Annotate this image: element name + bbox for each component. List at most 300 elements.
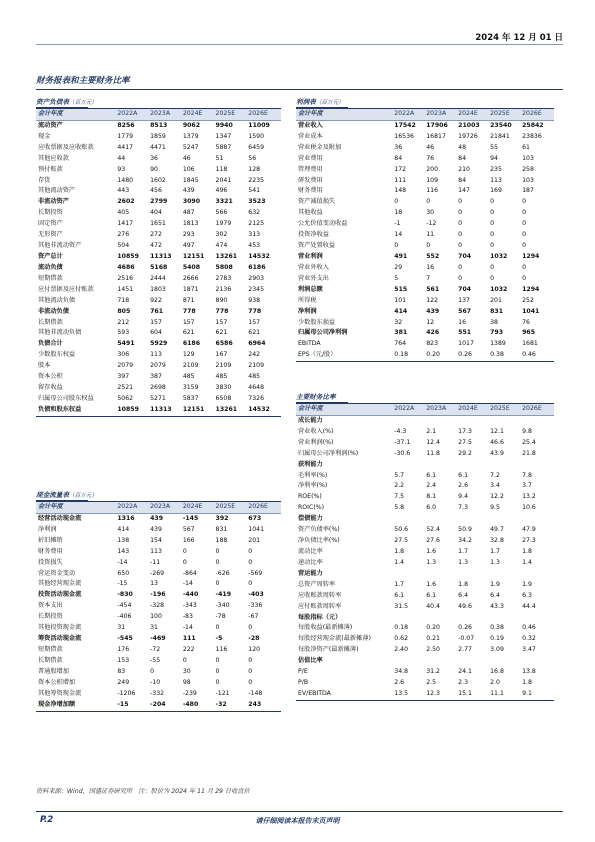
cell-value: 103 xyxy=(522,154,534,162)
cell-value: 1.4 xyxy=(522,558,532,566)
cell-value: 76 xyxy=(522,318,530,326)
row-label: 营运能力 xyxy=(298,569,323,577)
header-label: 会计年度 xyxy=(298,110,323,117)
cell-value: 12.4 xyxy=(426,438,440,446)
cell-value: 0 xyxy=(150,667,155,675)
cell-value: 1.3 xyxy=(458,558,469,566)
cell-value: 0 xyxy=(458,198,463,206)
cell-value: 122 xyxy=(426,296,439,304)
cell-value: 2235 xyxy=(248,176,265,184)
cell-value: 17542 xyxy=(394,121,416,129)
cell-value: 7.5 xyxy=(394,493,405,501)
row-label: 流动资产 xyxy=(38,121,63,129)
cell-value: 405 xyxy=(117,209,130,217)
cell-value: 1779 xyxy=(117,132,134,140)
cell-value: 0 xyxy=(248,580,253,588)
row-label: 营业税金及附加 xyxy=(298,143,342,151)
cell-value: 2.3 xyxy=(458,679,469,687)
row-label: 资产负债率(%) xyxy=(298,526,340,534)
cell-value: 169 xyxy=(490,187,502,195)
cell-value: 166 xyxy=(182,536,195,544)
cell-value: 472 xyxy=(150,242,162,250)
table-row xyxy=(296,678,554,689)
cell-value: 485 xyxy=(248,373,261,381)
report-date: 2024 年 12 月 01 日 xyxy=(475,33,563,43)
cell-value: -145 xyxy=(182,514,199,522)
table-row xyxy=(296,525,554,536)
cell-value: 143 xyxy=(117,547,130,555)
year-header: 2023A xyxy=(150,110,171,117)
row-label: 经营活动现金流 xyxy=(38,514,82,522)
cell-value: 0.46 xyxy=(522,351,536,359)
year-header: 2023A xyxy=(150,503,171,510)
row-label: 长期投资 xyxy=(38,613,63,621)
table-row xyxy=(296,121,554,132)
cell-value: 29.2 xyxy=(458,449,472,457)
top-divider xyxy=(36,44,563,45)
cell-value: 604 xyxy=(150,329,162,337)
cell-value: 17.3 xyxy=(458,427,472,435)
cell-value: 1.9 xyxy=(522,580,532,588)
cell-value: 0 xyxy=(215,580,220,588)
cell-value xyxy=(426,569,458,580)
cell-value: 922 xyxy=(150,296,162,304)
cell-value: -328 xyxy=(150,602,165,610)
row-label: 偿债能力 xyxy=(298,515,323,523)
cell-value: 485 xyxy=(215,373,228,381)
table-row xyxy=(296,328,554,339)
cell-value: 13.5 xyxy=(394,689,409,697)
cell-value: 9.4 xyxy=(458,493,469,501)
cell-value: -343 xyxy=(182,602,197,610)
cell-value: 113 xyxy=(150,547,162,555)
row-label: 净利润 xyxy=(298,307,317,315)
cell-value: -72 xyxy=(150,645,161,653)
cell-value: -12 xyxy=(426,220,437,228)
cell-value: 0.20 xyxy=(426,351,440,359)
cell-value: 3090 xyxy=(182,198,201,206)
cell-value: 0 xyxy=(522,274,527,282)
cell-value: 566 xyxy=(215,209,228,217)
row-label: ROIC(%) xyxy=(298,504,325,512)
cell-value: 793 xyxy=(490,329,504,337)
row-label: 投资损失 xyxy=(38,558,63,566)
cell-value: 27.5 xyxy=(394,537,409,545)
table-row xyxy=(296,503,554,514)
cell-value: 30 xyxy=(182,667,191,675)
year-header: 2022A xyxy=(394,110,415,117)
cell-value: 1316 xyxy=(117,514,135,522)
cell-value: 3.47 xyxy=(522,646,536,654)
cell-value: 27.5 xyxy=(458,438,472,446)
cell-value: 313 xyxy=(248,231,261,239)
year-header: 2025E xyxy=(215,503,236,510)
cell-value: 7.8 xyxy=(522,471,532,479)
year-header: 2022A xyxy=(117,503,138,510)
cell-value: 32 xyxy=(394,318,403,326)
cell-value: 1041 xyxy=(248,525,265,533)
year-header: 2023A xyxy=(426,110,447,117)
cell-value: -78 xyxy=(215,613,226,621)
cell-value: 1451 xyxy=(117,285,134,293)
table-row xyxy=(296,689,554,701)
cell-value: 761 xyxy=(150,307,163,315)
cell-value: 44 xyxy=(117,154,126,162)
cell-value: -336 xyxy=(248,602,263,610)
table-row xyxy=(36,558,281,569)
row-label: 存货 xyxy=(38,176,51,184)
cell-value xyxy=(458,514,490,525)
table-row xyxy=(36,547,281,558)
cell-value: 0 xyxy=(394,198,399,206)
cell-value: 1813 xyxy=(182,220,199,228)
cell-value: -32 xyxy=(215,700,227,708)
cell-value: 21841 xyxy=(490,132,510,140)
row-label: 流动比率 xyxy=(298,547,323,555)
section-title: 财务报表和主要财务比率 xyxy=(36,76,130,86)
cell-value: 16817 xyxy=(426,132,446,140)
cell-value: 4686 xyxy=(117,263,135,271)
cell-value: 50.6 xyxy=(394,526,409,534)
cell-value: 12 xyxy=(426,318,435,326)
cell-value: 3159 xyxy=(182,384,199,392)
row-label: 普通股增加 xyxy=(38,667,69,675)
cell-value: 1590 xyxy=(248,132,265,140)
cell-value: 109 xyxy=(426,176,439,184)
table-row xyxy=(36,307,281,318)
table-row xyxy=(296,176,554,187)
cell-value xyxy=(522,460,554,471)
table-row xyxy=(36,339,281,350)
cell-value: 38 xyxy=(490,318,498,326)
cell-value: 16536 xyxy=(394,132,414,140)
cell-value xyxy=(426,416,458,427)
row-label: 其他应收款 xyxy=(38,154,69,162)
cell-value: 5837 xyxy=(182,394,199,402)
row-label: 成长能力 xyxy=(298,416,323,424)
cell-value: 235 xyxy=(490,165,502,173)
cell-value: 2666 xyxy=(182,274,199,282)
cell-value: 2903 xyxy=(248,274,265,282)
cell-value: 1347 xyxy=(215,132,232,140)
table-row xyxy=(36,263,281,274)
cell-value: 7326 xyxy=(248,394,265,402)
cell-value: -0.07 xyxy=(458,635,475,643)
cell-value: 1.7 xyxy=(490,547,500,555)
cell-value: 1871 xyxy=(182,285,199,293)
table-title xyxy=(296,392,554,403)
table-title-text: 现金流量表 xyxy=(36,491,69,499)
cell-value: -469 xyxy=(150,635,166,643)
cell-value: 10859 xyxy=(117,252,139,260)
cell-value: 129 xyxy=(182,351,195,359)
cell-value: 46 xyxy=(426,143,435,151)
cell-value: 11313 xyxy=(150,252,172,260)
cell-value: 2.77 xyxy=(458,646,472,654)
cell-value: 44.4 xyxy=(522,602,536,610)
table-unit: （百万元） xyxy=(68,100,97,106)
table-row xyxy=(296,296,554,307)
row-label: 营业利润(%) xyxy=(298,438,334,446)
table-row xyxy=(296,613,554,624)
cell-value xyxy=(522,569,554,580)
cell-value: 153 xyxy=(117,656,130,664)
year-header: 2024E xyxy=(458,405,478,412)
row-label: 估值比率 xyxy=(298,657,323,665)
balance-sheet-table xyxy=(36,97,281,417)
table-row xyxy=(296,274,554,285)
section-divider xyxy=(36,89,563,90)
cell-value: 258 xyxy=(522,165,534,173)
cell-value: 414 xyxy=(394,307,408,315)
cell-value: 439 xyxy=(150,514,163,522)
cell-value: 0 xyxy=(426,242,431,250)
cell-value: 1.7 xyxy=(458,547,469,555)
table-row xyxy=(296,219,554,230)
row-label: 现金 xyxy=(38,132,51,140)
cell-value: -196 xyxy=(150,591,166,599)
cell-value: 2125 xyxy=(248,220,265,228)
cell-value: -55 xyxy=(150,656,161,664)
cell-value: 831 xyxy=(490,307,504,315)
cell-value: -14 xyxy=(117,558,128,566)
row-label: EBITDA xyxy=(298,340,321,348)
cell-value: 188 xyxy=(215,536,228,544)
cell-value: 1.8 xyxy=(458,580,469,588)
table-row xyxy=(36,176,281,187)
cell-value: 1032 xyxy=(490,285,508,293)
table-row xyxy=(296,667,554,678)
cell-value: -10 xyxy=(150,678,161,686)
cell-value: 84 xyxy=(458,154,467,162)
cell-value: 167 xyxy=(215,351,228,359)
row-label: 每股净资产(最新摊薄) xyxy=(298,646,359,654)
cell-value: 0 xyxy=(215,547,220,555)
cell-value: 0 xyxy=(522,263,527,271)
cell-value: 14 xyxy=(394,231,403,239)
table-row xyxy=(36,197,281,208)
row-label: 投资净收益 xyxy=(298,231,329,239)
cell-value: 2799 xyxy=(150,198,168,206)
cell-value xyxy=(458,656,490,667)
row-label: EV/EBITDA xyxy=(298,689,331,697)
cell-value: 831 xyxy=(215,525,228,533)
cell-value: 0.26 xyxy=(458,624,472,632)
cell-value xyxy=(426,514,458,525)
cell-value: 2.6 xyxy=(458,482,469,490)
cell-value: 176 xyxy=(117,645,130,653)
cell-value: 13.8 xyxy=(522,668,536,676)
cell-value: 6.0 xyxy=(426,504,437,512)
cell-value: 1845 xyxy=(182,176,199,184)
cell-value: 18 xyxy=(394,209,403,217)
table-unit: （百万元） xyxy=(68,493,97,499)
cell-value: 2.0 xyxy=(490,679,500,687)
cell-value: 187 xyxy=(522,187,534,195)
table-row xyxy=(296,602,554,613)
cell-value: 764 xyxy=(394,340,407,348)
cell-value: 7 xyxy=(426,274,431,282)
row-label: 流动负债 xyxy=(38,263,63,271)
cell-value: -14 xyxy=(182,580,193,588)
cell-value: 111 xyxy=(394,176,407,184)
cell-value: -83 xyxy=(182,613,193,621)
cell-value: 9.8 xyxy=(522,427,532,435)
cell-value: 15.1 xyxy=(458,689,472,697)
cell-value: 2.50 xyxy=(426,646,440,654)
table-row xyxy=(296,471,554,482)
cell-value: 27.3 xyxy=(522,537,536,545)
cell-value: 778 xyxy=(215,307,229,315)
cell-value: 25.4 xyxy=(522,438,536,446)
table-row xyxy=(36,569,281,580)
cell-value: 212 xyxy=(117,318,130,326)
cell-value: 27.6 xyxy=(426,537,440,545)
cell-value: 778 xyxy=(248,307,262,315)
table-row xyxy=(36,590,281,601)
cell-value: 1.6 xyxy=(426,547,437,555)
cell-value: 0.21 xyxy=(426,635,440,643)
cell-value: 0 xyxy=(426,198,431,206)
cell-value: 2.5 xyxy=(426,679,437,687)
cell-value: 2109 xyxy=(215,362,232,370)
table-row xyxy=(296,492,554,503)
cell-value: 487 xyxy=(182,209,195,217)
row-label: 研发费用 xyxy=(298,176,323,184)
table-row xyxy=(296,656,554,667)
cell-value: 1480 xyxy=(117,176,134,184)
cell-value: 56 xyxy=(248,154,257,162)
row-label: 长期借款 xyxy=(38,318,63,326)
row-label: 毛利率(%) xyxy=(298,471,328,479)
cell-value: 0 xyxy=(458,263,463,271)
cell-value: -14 xyxy=(182,624,193,632)
cell-value: 0 xyxy=(522,198,527,206)
table-title xyxy=(36,97,281,108)
table-row xyxy=(36,219,281,230)
cell-value: 0 xyxy=(522,231,527,239)
row-label: 应收账款周转率 xyxy=(298,591,342,599)
cell-value xyxy=(490,460,522,471)
cell-value: 1.6 xyxy=(426,580,437,588)
cell-value: 1.3 xyxy=(426,558,437,566)
cell-value: 302 xyxy=(215,231,228,239)
table-row xyxy=(36,394,281,405)
cell-value: 2079 xyxy=(150,362,166,370)
cell-value: 5408 xyxy=(182,263,201,271)
table-row xyxy=(36,656,281,667)
cell-value: 0 xyxy=(182,547,187,555)
row-label: 每股指标（元） xyxy=(298,613,342,621)
cell-value: 12.1 xyxy=(490,427,504,435)
row-label: 营业利润 xyxy=(298,252,323,260)
cell-value: 61 xyxy=(522,143,530,151)
cell-value: 5491 xyxy=(117,340,135,348)
cell-value: 120 xyxy=(248,645,261,653)
row-label: 固定资产 xyxy=(38,220,63,228)
row-label: 营业费用 xyxy=(298,154,323,162)
cell-value: 293 xyxy=(182,231,195,239)
table-row xyxy=(36,405,281,417)
cell-value: 6.1 xyxy=(394,591,405,599)
cell-value: 51 xyxy=(215,154,224,162)
table-row xyxy=(36,154,281,165)
table-row xyxy=(36,274,281,285)
cell-value: 439 xyxy=(150,525,162,533)
cell-value: 13.2 xyxy=(522,493,536,501)
cell-value: -30.6 xyxy=(394,449,411,457)
cell-value: 4471 xyxy=(150,143,166,151)
row-label: 负债合计 xyxy=(38,340,63,348)
cell-value: 2345 xyxy=(248,285,265,293)
source-note: 资料来源：Wind，国盛证券研究所 注：股价为 2024 年 11 月 29 日收盘价 xyxy=(36,788,250,795)
table-row xyxy=(36,186,281,197)
cell-value: 0.62 xyxy=(394,635,409,643)
cell-value: 0 xyxy=(490,274,495,282)
cell-value: 0 xyxy=(248,547,253,555)
cell-value: 497 xyxy=(182,242,195,250)
cell-value: 116 xyxy=(426,187,439,195)
cell-value: 23540 xyxy=(490,121,512,129)
cell-value: 30 xyxy=(426,209,435,217)
cell-value: -269 xyxy=(150,569,165,577)
cell-value: 561 xyxy=(426,285,440,293)
cell-value xyxy=(490,656,522,667)
table-row xyxy=(36,241,281,252)
cell-value: 2.2 xyxy=(394,482,405,490)
cell-value: 157 xyxy=(150,318,162,326)
table-row xyxy=(296,241,554,252)
cell-value: 137 xyxy=(458,296,470,304)
cell-value: 55 xyxy=(490,143,498,151)
year-header: 2026E xyxy=(248,503,268,510)
cell-value: 148 xyxy=(394,187,407,195)
row-label: 少数股东权益 xyxy=(38,351,76,359)
table-row xyxy=(296,569,554,580)
cell-value: 2079 xyxy=(117,362,134,370)
cell-value: -37.1 xyxy=(394,438,411,446)
cell-value: 0 xyxy=(248,558,253,566)
row-label: 公允价值变动收益 xyxy=(298,220,348,228)
cell-value: 0 xyxy=(248,678,253,686)
cell-value: 16.8 xyxy=(490,668,504,676)
cell-value: 76 xyxy=(426,154,435,162)
table-row xyxy=(36,579,281,590)
cell-value: 704 xyxy=(458,285,472,293)
cell-value: 0.26 xyxy=(458,351,472,359)
cell-value: 0.46 xyxy=(522,624,536,632)
year-header: 2022A xyxy=(394,405,415,412)
cell-value: 0 xyxy=(490,242,495,250)
row-label: 其他流动资产 xyxy=(38,187,76,195)
cell-value: 0 xyxy=(458,209,463,217)
table-row xyxy=(296,623,554,634)
cell-value: 0 xyxy=(215,558,220,566)
disclaimer-note: 请仔细阅读本报告末页声明 xyxy=(255,817,340,825)
cell-value: 0 xyxy=(458,274,463,282)
cell-value: 8.1 xyxy=(426,493,437,501)
row-label: 其他投资现金流 xyxy=(38,624,82,632)
cell-value: -11 xyxy=(150,558,161,566)
cell-value: 40.4 xyxy=(426,602,440,610)
table-row xyxy=(296,263,554,274)
cell-value: 0 xyxy=(458,220,463,228)
table-row xyxy=(296,230,554,241)
cell-value: 31 xyxy=(150,624,158,632)
table-row xyxy=(36,121,281,132)
cell-value: 9940 xyxy=(215,121,233,129)
row-label: 所得税 xyxy=(298,296,317,304)
